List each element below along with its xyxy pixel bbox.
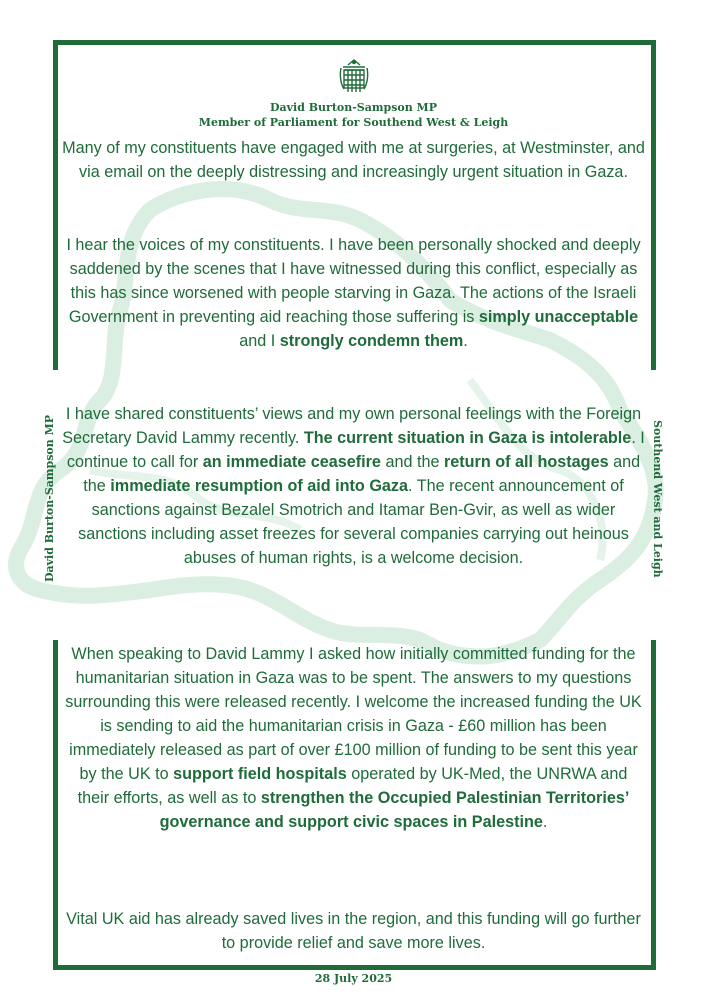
side-label-left: David Burton-Sampson MP <box>43 414 56 582</box>
paragraph-5: Vital UK aid has already saved lives in the region, and this funding will go further to provide relief and save more lives. <box>66 910 641 952</box>
mp-name: David Burton-Sampson MP <box>269 101 438 114</box>
portcullis-icon <box>339 58 369 96</box>
p3-text-5: . The recent announcement of sanctions against Bezalel Smotrich and Itamar Ben-Gvir, as well as wider sanctions including asset freezes for several companies carrying out heinous abuses of human rights, is a welcome decision. <box>78 477 629 567</box>
p3-text-1: I have shared constituents’ views and my own personal feelings with the Foreign Secretary David Lammy recently. <box>62 405 642 447</box>
p4-text-2: operated by UK-Med, the UNRWA and their efforts, as well as to <box>77 765 628 807</box>
letter-date: 28 July 2025 <box>314 972 393 985</box>
p4-bold-2: strengthen the Occupied Palestinian Territories’ governance and support civic spaces in Palestine <box>159 789 630 831</box>
frame-left-line-lower <box>53 640 58 970</box>
p3-bold-3: return of all hostages <box>443 453 609 471</box>
side-label-right: Southend West and Leigh <box>651 420 664 578</box>
p3-text-4: and the <box>83 453 641 495</box>
p2-bold-1: simply unacceptable <box>478 308 639 326</box>
frame-right-line-lower <box>651 640 656 970</box>
frame-bottom-line <box>53 965 656 970</box>
p2-bold-2: strongly condemn them <box>279 332 464 350</box>
p3-text-2: . I continue to call for <box>66 429 645 471</box>
p3-text-3: and the <box>380 453 444 471</box>
frame-top-line <box>53 40 656 45</box>
p2-text-1: I hear the voices of my constituents. I have been personally shocked and deeply saddened by the scenes that I have witnessed during this conflict, especially as this has since worsened with people starving in Gaza. The actions of the Israeli Government in preventing aid reaching those suffering is <box>66 236 641 326</box>
p3-bold-1: The current situation in Gaza is intolerable <box>303 429 632 447</box>
paragraph-1: Many of my constituents have engaged with me at surgeries, at Westminster, and via email on the deeply distressing and increasingly urgent situation in Gaza. <box>62 139 645 181</box>
paragraph-4 <box>62 642 645 834</box>
p3-bold-2: an immediate ceasefire <box>202 453 381 471</box>
p3-bold-4: immediate resumption of aid into Gaza <box>110 477 409 495</box>
paragraph-2 <box>62 233 645 353</box>
letterhead <box>0 58 707 130</box>
p2-text-2: and I <box>239 332 280 350</box>
p4-text-1: When speaking to David Lammy I asked how initially committed funding for the humanitarian situation in Gaza was to be spent. The answers to my questions surrounding this were released recently. I welcome the increased funding the UK is sending to aid the humanitarian crisis in Gaza - £60 million has been immediately released as part of over £100 million of funding to be sent this year by the UK to <box>65 645 642 783</box>
p4-bold-1: support field hospitals <box>173 765 347 783</box>
constituency-line: Member of Parliament for Southend West & Leigh <box>198 116 509 129</box>
paragraph-3 <box>62 402 645 570</box>
p2-text-3: . <box>463 332 468 350</box>
p4-text-3: . <box>542 813 548 831</box>
